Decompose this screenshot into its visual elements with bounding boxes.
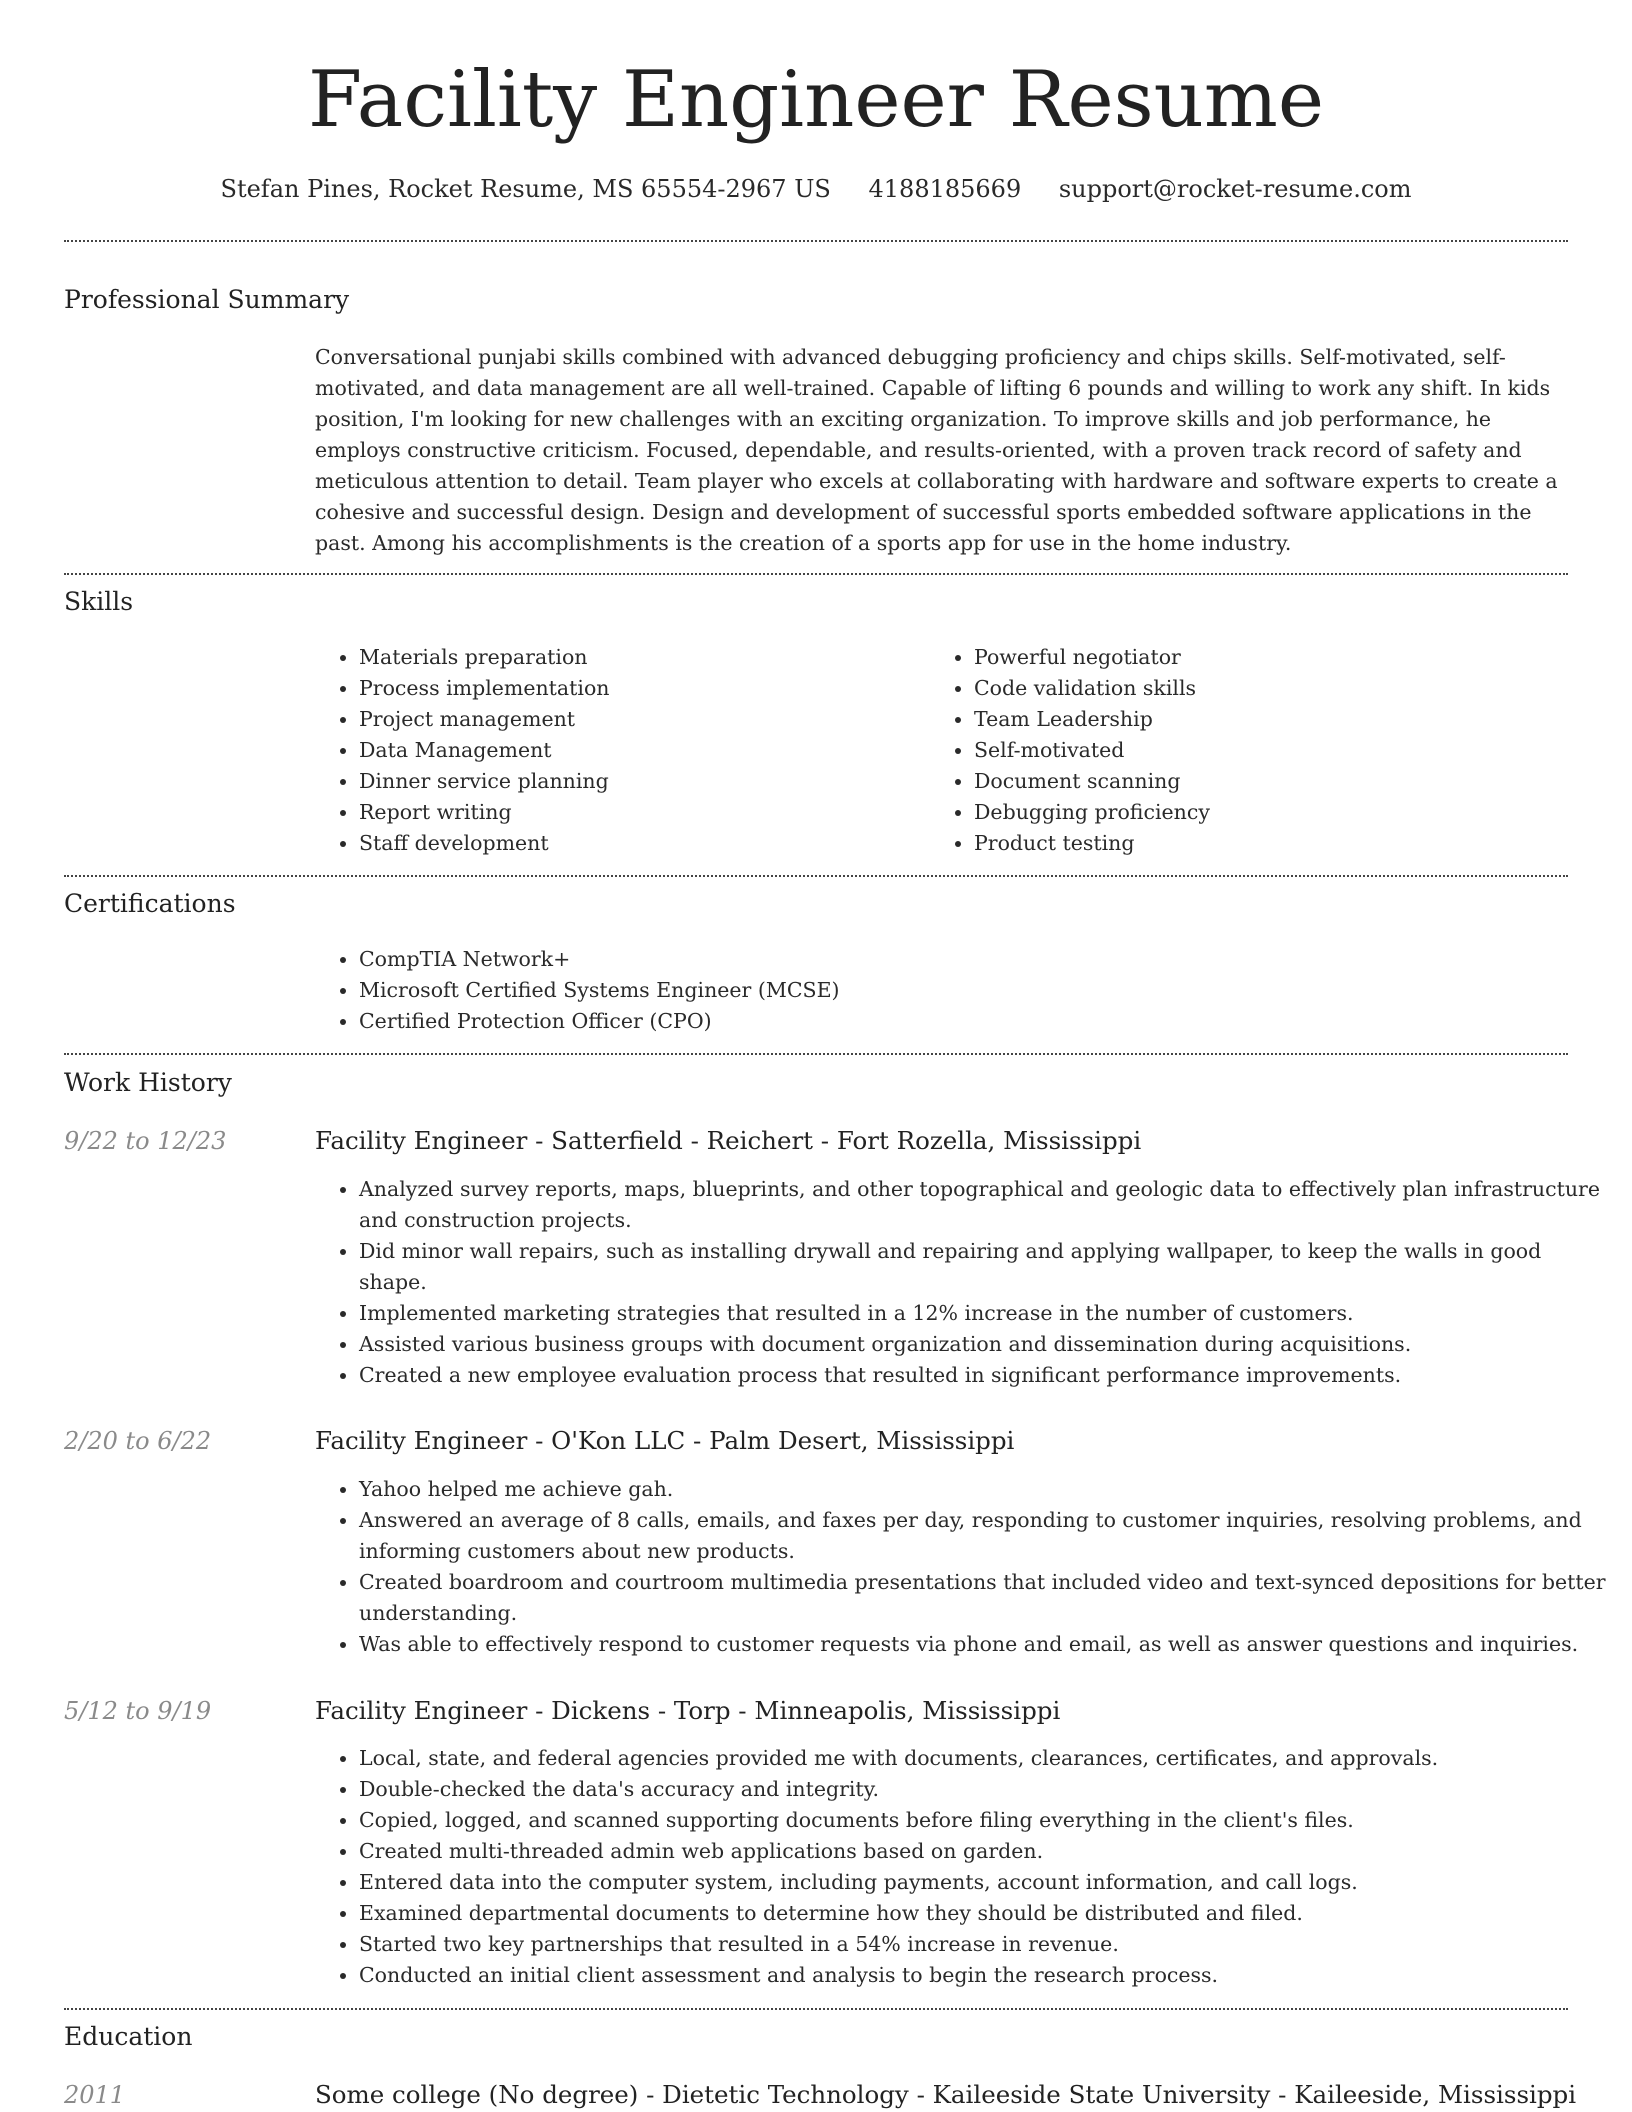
certifications-list — [315, 944, 1559, 1037]
contact-address: Stefan Pines, Rocket Resume, MS 65554-2967 US — [220, 175, 831, 203]
job-bullet: • Answered an average of 8 calls, emails, and faxes per day, responding to customer inquiries, resolving problems, and informing customers about new products. — [359, 1505, 1612, 1567]
skills-list-left — [315, 642, 919, 859]
section-divider — [64, 240, 1568, 242]
summary-text: Conversational punjabi skills combined with advanced debugging proficiency and chips skills. Self-motivated, self-motivated, and data management are all well-trained. Capable of lifting 6 pounds and willing to work any shift. In kids position, I'm looking for new challenges with an exciting organization. To improve skills and job performance, he employs constructive criticism. Focused, dependable, and results-oriented, with a proven track record of safety and meticulous attention to detail. Team player who excels at collaborating with hardware and software experts to create a cohesive and successful design. Design and development of successful sports embedded software applications in the past. Among his accomplishments is the creation of a sports app for use in the home industry. — [315, 345, 1558, 555]
job-bullets — [315, 1474, 1612, 1660]
contact-phone: 4188185669 — [868, 175, 1022, 203]
job-bullet: • Assisted various business groups with document organization and dissemination during acquisitions. — [359, 1329, 1612, 1360]
skill-item: • Team Leadership — [974, 704, 1574, 735]
skill-item: • Document scanning — [974, 766, 1574, 797]
job-title: Facility Engineer - Dickens - Torp - Minneapolis, Mississippi — [315, 1696, 1061, 1725]
education-date: 2011 — [64, 2081, 126, 2109]
job-bullet: • Created a new employee evaluation process that resulted in significant performance improvements. — [359, 1360, 1612, 1391]
work-history-heading: Work History — [64, 1068, 232, 1097]
skill-item: • Dinner service planning — [359, 766, 919, 797]
job-bullet: • Implemented marketing strategies that resulted in a 12% increase in the number of customers. — [359, 1298, 1612, 1329]
skill-item: • Process implementation — [359, 673, 919, 704]
job-bullet: • Examined departmental documents to determine how they should be distributed and filed. — [359, 1898, 1612, 1929]
skill-item: • Powerful negotiator — [974, 642, 1574, 673]
job-bullet: • Double-checked the data's accuracy and integrity. — [359, 1774, 1612, 1805]
skill-item: • Materials preparation — [359, 642, 919, 673]
certification-item: • CompTIA Network+ — [359, 944, 1559, 975]
skill-item: • Product testing — [974, 828, 1574, 859]
job-bullet: • Conducted an initial client assessment and analysis to begin the research process. — [359, 1960, 1612, 1991]
skill-item: • Project management — [359, 704, 919, 735]
certifications-heading: Certifications — [64, 889, 236, 918]
section-divider — [64, 2008, 1568, 2010]
job-title: Facility Engineer - Satterfield - Reichert - Fort Rozella, Mississippi — [315, 1126, 1142, 1155]
job-dates: 9/22 to 12/23 — [64, 1127, 227, 1155]
section-divider — [64, 1053, 1568, 1055]
resume-title: Facility Engineer Resume — [307, 55, 1325, 145]
contact-line — [0, 172, 1632, 206]
skill-item: • Self-motivated — [974, 735, 1574, 766]
job-title: Facility Engineer - O'Kon LLC - Palm Desert, Mississippi — [315, 1426, 1015, 1455]
skill-item: • Code validation skills — [974, 673, 1574, 704]
certification-item: • Certified Protection Officer (CPO) — [359, 1006, 1559, 1037]
certification-item: • Microsoft Certified Systems Engineer (MCSE) — [359, 975, 1559, 1006]
skill-item: • Staff development — [359, 828, 919, 859]
contact-email: support@rocket-resume.com — [1058, 175, 1412, 203]
job-bullet: • Analyzed survey reports, maps, blueprints, and other topographical and geologic data to effectively plan infrastructure and construction projects. — [359, 1174, 1612, 1236]
job-bullets — [315, 1743, 1612, 1991]
job-bullet: • Was able to effectively respond to customer requests via phone and email, as well as answer questions and inquiries. — [359, 1629, 1612, 1660]
job-bullet: • Local, state, and federal agencies provided me with documents, clearances, certificates, and approvals. — [359, 1743, 1612, 1774]
section-divider — [64, 573, 1568, 575]
summary-heading: Professional Summary — [64, 285, 350, 314]
skills-heading: Skills — [64, 587, 134, 616]
skill-item: • Report writing — [359, 797, 919, 828]
skill-item: • Debugging proficiency — [974, 797, 1574, 828]
education-heading: Education — [64, 2022, 193, 2051]
job-bullet: • Entered data into the computer system, including payments, account information, and call logs. — [359, 1867, 1612, 1898]
job-bullet: • Copied, logged, and scanned supporting documents before filing everything in the client's files. — [359, 1805, 1612, 1836]
job-bullets — [315, 1174, 1612, 1391]
job-bullet: • Did minor wall repairs, such as installing drywall and repairing and applying wallpaper, to keep the walls in good shape. — [359, 1236, 1612, 1298]
job-bullet: • Created multi-threaded admin web applications based on garden. — [359, 1836, 1612, 1867]
section-divider — [64, 875, 1568, 877]
job-bullet: • Created boardroom and courtroom multimedia presentations that included video and text-synced depositions for better understanding. — [359, 1567, 1612, 1629]
skill-item: • Data Management — [359, 735, 919, 766]
job-bullet: • Started two key partnerships that resulted in a 54% increase in revenue. — [359, 1929, 1612, 1960]
job-bullet: • Yahoo helped me achieve gah. — [359, 1474, 1612, 1505]
job-dates: 2/20 to 6/22 — [64, 1427, 212, 1455]
skills-list-right — [930, 642, 1574, 859]
education-title: Some college (No degree) - Dietetic Technology - Kaileeside State University - Kaileeside, Mississippi — [315, 2080, 1577, 2109]
job-dates: 5/12 to 9/19 — [64, 1697, 212, 1725]
